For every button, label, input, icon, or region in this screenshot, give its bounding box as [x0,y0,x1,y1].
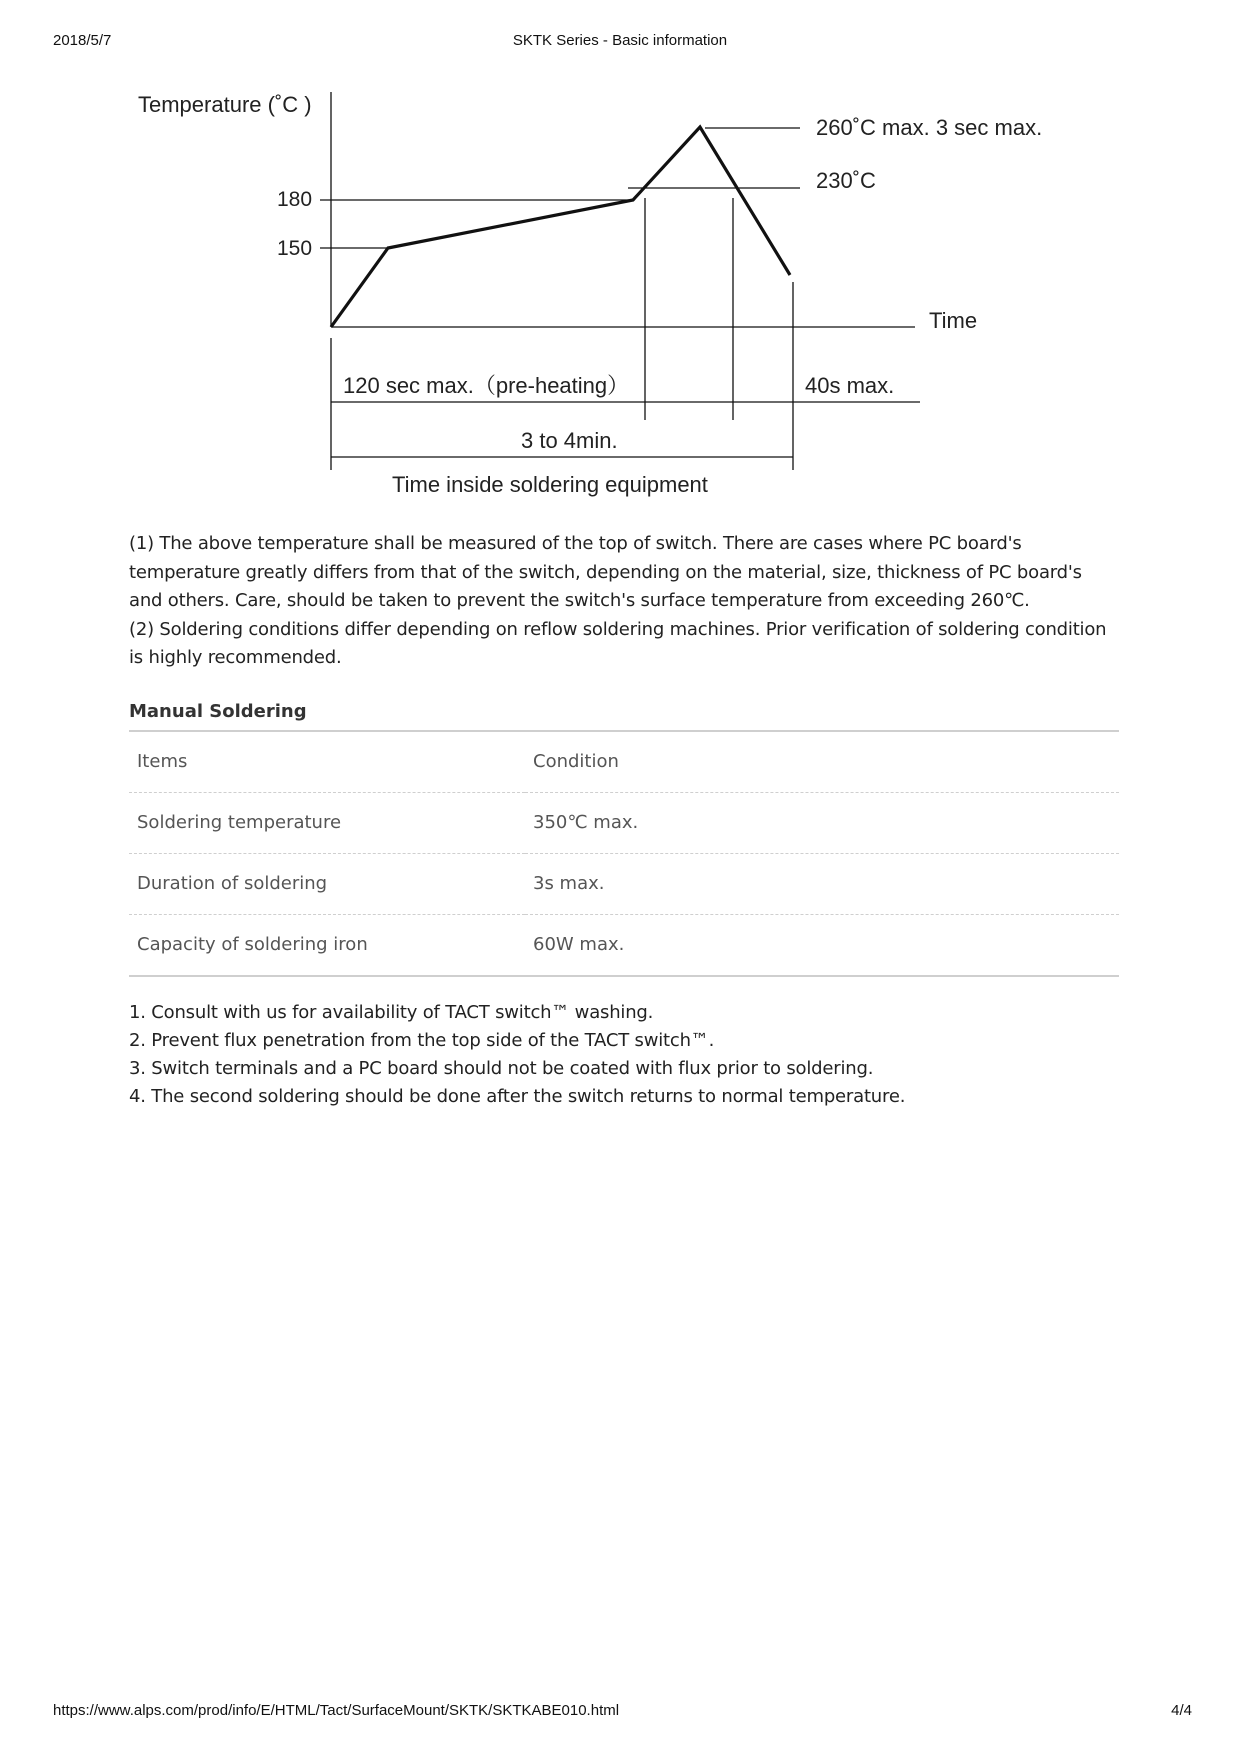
precautions-list [129,999,1119,1111]
main-content [129,530,1119,1111]
print-header [0,32,1240,52]
table-row [129,853,1119,914]
list-item: 4. The second soldering should be done after the switch returns to normal temperature. [129,1085,906,1107]
print-footer [0,1702,1240,1722]
list-item: 2. Prevent flux penetration from the top side of the TACT switch™. [129,1029,715,1051]
measurement-notes [129,530,1119,673]
page-number: 4/4 [1171,1702,1192,1719]
peak-label: 260˚C max. 3 sec max. [816,115,1043,140]
note-2: (2) Soldering conditions differ depending on reflow soldering machines. Prior verification of soldering condition is highly recommended. [129,618,1107,668]
column-header-condition: Condition [525,732,1119,793]
condition-cell: 60W max. [525,914,1119,976]
tick-180: 180 [277,188,313,211]
list-item: 3. Switch terminals and a PC board should not be coated with flux prior to soldering. [129,1057,874,1079]
preheat-label: 120 sec max.（pre-heating） [343,373,630,398]
column-header-items: Items [129,732,525,793]
above-230-label: 40s max. [805,373,895,398]
total-time-caption: Time inside soldering equipment [392,472,708,497]
y-axis-label: Temperature (˚C ) [138,92,312,117]
note-1: (1) The above temperature shall be measured of the top of switch. There are cases where PC board's temperature greatly differs from that of the switch, depending on the material, size, thickness of PC board's and others. Care, should be taken to prevent the switch's surface temperature from exceeding 260℃. [129,533,1082,611]
list-item: 1. Consult with us for availability of TACT switch™ washing. [129,1001,654,1023]
reflow-temperature-profile-diagram [0,80,1240,510]
tick-150: 150 [277,237,313,260]
table-row [129,914,1119,976]
manual-soldering-heading: Manual Soldering [129,701,1119,732]
table-header-row [129,732,1119,793]
item-cell: Capacity of soldering iron [129,914,525,976]
x-axis-label: Time [929,308,978,333]
page-url: https://www.alps.com/prod/info/E/HTML/Tact/SurfaceMount/SKTK/SKTKABE010.html [53,1702,620,1719]
condition-cell: 3s max. [525,853,1119,914]
item-cell: Duration of soldering [129,853,525,914]
total-time-label: 3 to 4min. [521,428,618,453]
item-cell: Soldering temperature [129,792,525,853]
print-title: SKTK Series - Basic information [512,32,728,49]
temperature-profile-curve [331,127,790,327]
condition-cell: 350℃ max. [525,792,1119,853]
reflow-230-label: 230˚C [816,168,876,193]
print-date: 2018/5/7 [53,32,112,49]
manual-soldering-table [129,732,1119,977]
table-row [129,792,1119,853]
